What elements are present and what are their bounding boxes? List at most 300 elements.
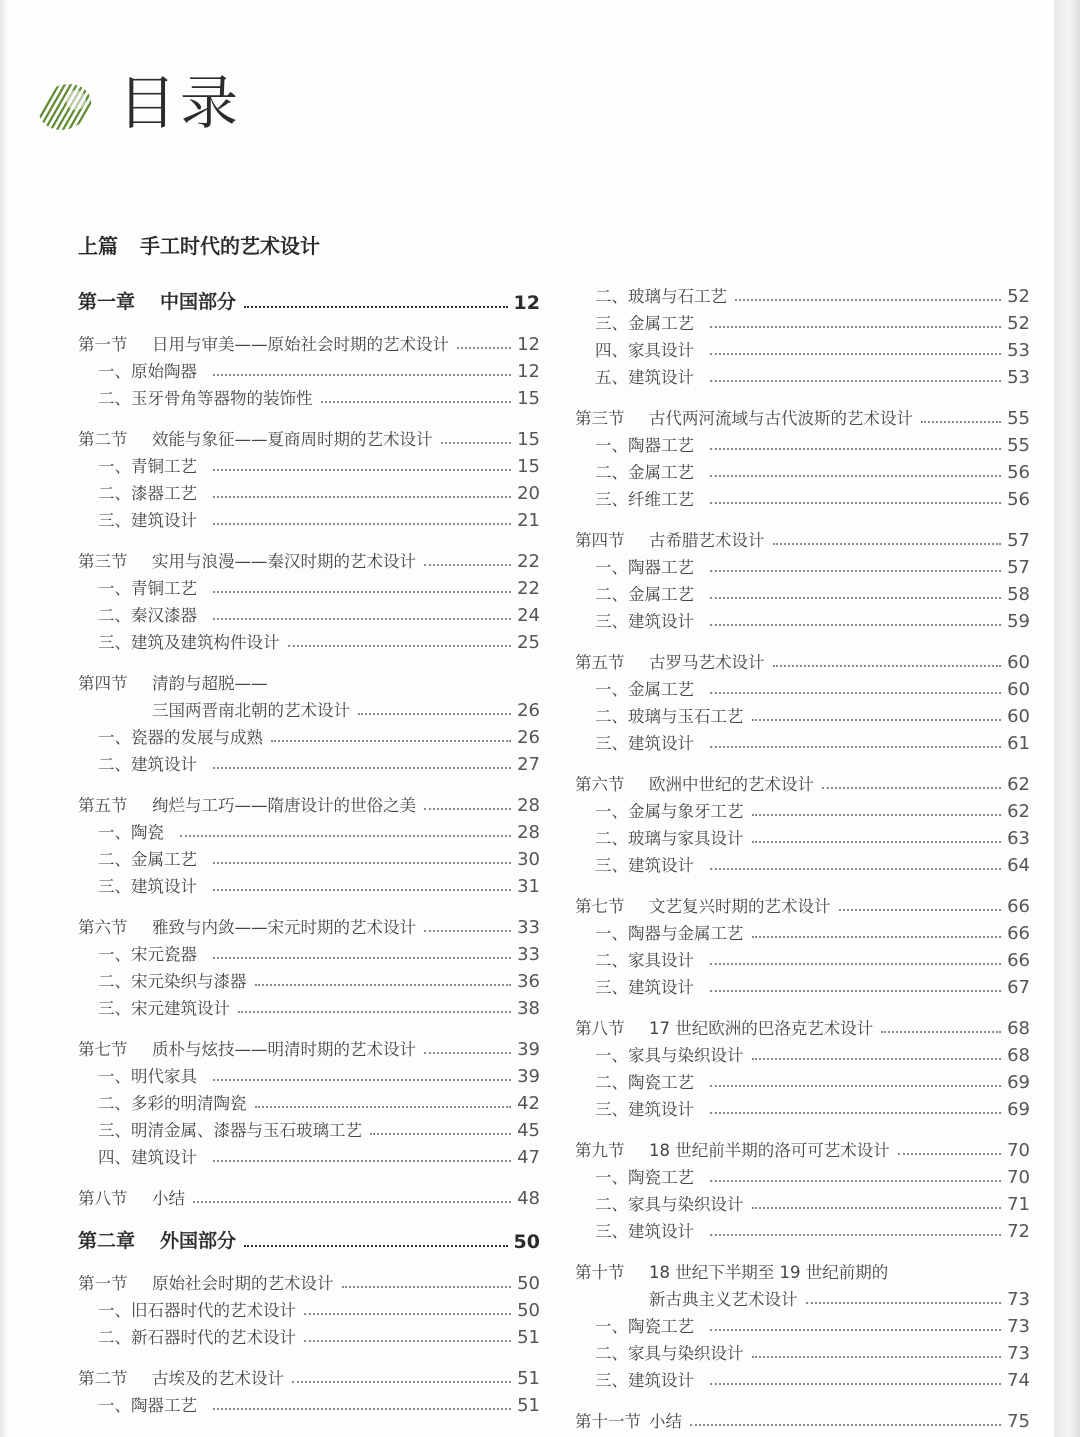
toc-entry-page: 15	[517, 429, 540, 450]
leader-dots	[304, 1313, 511, 1315]
toc-entry-label: 第五节	[575, 653, 625, 672]
toc-entry-title	[78, 941, 197, 965]
toc-entry-title	[575, 1286, 798, 1310]
leader-dots	[710, 1085, 1001, 1087]
toc-entry-page: 68	[1007, 1045, 1030, 1066]
toc-entry-title	[78, 575, 197, 599]
toc-entry-title	[78, 1144, 197, 1168]
toc-entry-title	[575, 1096, 694, 1120]
toc-entry-sub[interactable]	[575, 334, 1030, 361]
toc-entry-page: 67	[1007, 977, 1030, 998]
leader-dots	[213, 1408, 511, 1410]
leader-dots	[710, 692, 1001, 694]
leader-dots	[358, 713, 511, 715]
toc-entry-sub[interactable]	[575, 429, 1030, 456]
toc-entry-title	[78, 1185, 185, 1209]
leader-dots	[752, 719, 1002, 721]
toc-entry-sub[interactable]	[78, 843, 540, 870]
toc-entry-page: 50	[513, 1231, 540, 1253]
toc-entry-sub[interactable]	[575, 700, 1030, 727]
toc-entry-label: 第二节	[78, 1369, 128, 1388]
toc-entry-label: 第十节	[575, 1263, 625, 1282]
leader-dots	[288, 645, 512, 647]
toc-entry-page: 68	[1007, 1018, 1030, 1039]
toc-entry-sub[interactable]	[78, 477, 540, 504]
leader-dots	[921, 421, 1001, 423]
toc-entry-page: 59	[1007, 611, 1030, 632]
toc-entry-title	[78, 453, 197, 477]
toc-entry-section[interactable]	[78, 423, 540, 450]
leader-dots	[244, 1245, 508, 1247]
leader-dots	[735, 299, 1001, 301]
leader-dots	[424, 808, 511, 810]
toc-entry-page: 12	[513, 292, 540, 314]
toc-entry-sub[interactable]	[575, 307, 1030, 334]
toc-entry-sub[interactable]	[78, 1294, 540, 1321]
spacer	[575, 1242, 1030, 1256]
toc-entry-section[interactable]	[575, 1405, 1030, 1432]
leader-dots	[710, 1329, 1001, 1331]
toc-entry-section[interactable]	[78, 911, 540, 938]
spacer	[575, 1391, 1030, 1405]
toc-entry-text: 欧洲中世纪的艺术设计	[649, 775, 814, 794]
toc-entry-sub[interactable]	[575, 578, 1030, 605]
toc-entry-text: 二、多彩的明清陶瓷	[98, 1094, 247, 1113]
toc-entry-text: 二、家具设计	[595, 951, 694, 970]
toc-entry-title	[78, 1324, 296, 1348]
toc-entry-page: 60	[1007, 679, 1030, 700]
toc-entry-page: 47	[517, 1147, 540, 1168]
toc-entry-title	[78, 873, 197, 897]
toc-entry-sub[interactable]	[575, 1188, 1030, 1215]
leader-dots	[255, 1106, 512, 1108]
toc-entry-section[interactable]	[575, 1134, 1030, 1161]
toc-entry-sub[interactable]	[575, 795, 1030, 822]
toc-entry-section[interactable]	[575, 1256, 1030, 1283]
leader-dots	[321, 401, 512, 403]
toc-entry-sub[interactable]	[78, 599, 540, 626]
toc-entry-text: 一、青铜工艺	[98, 579, 197, 598]
page-edge	[1054, 0, 1080, 1437]
toc-entry-sub[interactable]	[78, 1141, 540, 1168]
toc-entry-text: 新古典主义艺术设计	[649, 1290, 798, 1309]
toc-entry-page: 53	[1007, 367, 1030, 388]
toc-entry-title	[78, 480, 197, 504]
toc-entry-section[interactable]	[78, 1267, 540, 1294]
toc-entry-text: 五、建筑设计	[595, 368, 694, 387]
toc-entry-label: 第四节	[575, 531, 625, 550]
toc-entry-page: 66	[1007, 896, 1030, 917]
toc-entry-sub[interactable]	[78, 1060, 540, 1087]
toc-entry-page: 26	[517, 700, 540, 721]
toc-entry-title	[575, 1313, 694, 1337]
toc-entry-page: 62	[1007, 801, 1030, 822]
toc-entry-text: 一、陶瓷工艺	[595, 1317, 694, 1336]
toc-entry-title	[78, 1036, 416, 1060]
toc-entry-text: 三、建筑设计	[98, 877, 197, 896]
toc-entry-sub[interactable]	[575, 727, 1030, 754]
toc-entry-sub[interactable]	[78, 1321, 540, 1348]
toc-entry-title	[575, 1191, 744, 1215]
toc-entry-title	[78, 1063, 197, 1087]
toc-entry-title	[575, 947, 694, 971]
toc-entry-title	[78, 358, 197, 382]
toc-entry-section[interactable]	[78, 1362, 540, 1389]
toc-entry-page: 52	[1007, 286, 1030, 307]
toc-entry-sub[interactable]	[78, 1087, 540, 1114]
toc-entry-text: 外国部分	[160, 1230, 237, 1252]
leader-dots	[773, 543, 1002, 545]
toc-entry-title	[575, 364, 694, 388]
leader-dots	[213, 469, 511, 471]
toc-entry-text: 古代两河流域与古代波斯的艺术设计	[649, 409, 913, 428]
toc-entry-title	[78, 1392, 197, 1416]
toc-entry-text: 绚烂与工巧——隋唐设计的世俗之美	[152, 796, 416, 815]
leader-dots	[710, 868, 1001, 870]
toc-entry-text: 17 世纪欧洲的巴洛克艺术设计	[649, 1019, 874, 1038]
toc-entry-page: 51	[517, 1327, 540, 1348]
leader-dots	[424, 930, 511, 932]
leader-dots	[710, 597, 1001, 599]
toc-entry-sub[interactable]	[575, 361, 1030, 388]
toc-entry-page: 33	[517, 917, 540, 938]
spacer	[575, 998, 1030, 1012]
toc-entry-title	[78, 1117, 362, 1141]
leader-dots	[213, 496, 511, 498]
toc-entry-text: 中国部分	[160, 291, 237, 313]
leader-dots	[710, 990, 1001, 992]
toc-entry-label: 第七节	[78, 1040, 128, 1059]
toc-entry-page: 63	[1007, 828, 1030, 849]
toc-entry-sub[interactable]	[575, 1215, 1030, 1242]
toc-entry-sub[interactable]	[575, 605, 1030, 632]
toc-entry-sub[interactable]	[575, 944, 1030, 971]
toc-entry-sub[interactable]	[575, 1066, 1030, 1093]
toc-entry-sub[interactable]	[575, 456, 1030, 483]
toc-entry-label: 第三节	[78, 552, 128, 571]
toc-entry-page: 45	[517, 1120, 540, 1141]
leader-dots	[752, 1058, 1002, 1060]
toc-entry-section[interactable]	[78, 328, 540, 355]
spacer	[575, 388, 1030, 402]
leader-dots	[441, 442, 512, 444]
toc-entry-text: 文艺复兴时期的艺术设计	[649, 897, 831, 916]
toc-entry-page: 28	[517, 795, 540, 816]
leader-dots	[898, 1153, 1001, 1155]
toc-entry-page: 70	[1007, 1167, 1030, 1188]
toc-entry-sub[interactable]	[575, 1039, 1030, 1066]
toc-entry-title	[78, 548, 416, 572]
leader-dots	[881, 1031, 1001, 1033]
toc-entry-title	[78, 385, 313, 409]
toc-entry-text: 二、家具与染织设计	[595, 1344, 744, 1363]
toc-entry-section[interactable]	[575, 768, 1030, 795]
toc-entry-title	[575, 920, 744, 944]
toc-entry-title	[78, 1226, 236, 1253]
toc-entry-title	[575, 798, 744, 822]
leader-dots	[180, 835, 511, 837]
toc-entry-title	[575, 432, 694, 456]
toc-entry-text: 二、玻璃与玉石工艺	[595, 707, 744, 726]
toc-entry-text: 二、宋元染织与漆器	[98, 972, 247, 991]
toc-entry-page: 12	[517, 361, 540, 382]
toc-entry-text: 二、玻璃与石工艺	[595, 287, 727, 306]
toc-entry-sub[interactable]	[575, 849, 1030, 876]
toc-entry-sub[interactable]	[78, 504, 540, 531]
toc-entry-title	[78, 1365, 284, 1389]
toc-entry-chapter[interactable]	[78, 1223, 540, 1253]
toc-entry-title	[78, 914, 416, 938]
toc-entry-text: 一、金属与象牙工艺	[595, 802, 744, 821]
toc-entry-text: 三、建筑设计	[595, 856, 694, 875]
toc-entry-section[interactable]	[78, 789, 540, 816]
toc-left-column	[78, 284, 540, 1416]
toc-entry-page: 15	[517, 388, 540, 409]
toc-entry-title	[78, 751, 197, 775]
toc-entry-label: 第十一节	[575, 1412, 641, 1431]
striped-leaf-logo-icon	[36, 82, 94, 132]
leader-dots	[342, 1286, 512, 1288]
toc-entry-title	[575, 1340, 744, 1364]
toc-entry-sub[interactable]	[78, 965, 540, 992]
toc-entry-text: 三、建筑设计	[595, 612, 694, 631]
leader-dots	[710, 1180, 1001, 1182]
toc-entry-section[interactable]	[575, 1012, 1030, 1039]
toc-entry-page: 42	[517, 1093, 540, 1114]
toc-entry-title	[78, 697, 350, 721]
toc-entry-sub[interactable]	[78, 870, 540, 897]
toc-entry-section[interactable]	[78, 667, 540, 694]
toc-entry-page: 69	[1007, 1099, 1030, 1120]
leader-dots	[710, 570, 1001, 572]
toc-entry-page: 48	[517, 1188, 540, 1209]
toc-entry-page: 28	[517, 822, 540, 843]
toc-entry-sub[interactable]	[78, 748, 540, 775]
toc-entry-text: 古希腊艺术设计	[649, 531, 765, 550]
leader-dots	[752, 936, 1002, 938]
toc-entry-sub[interactable]	[78, 572, 540, 599]
toc-entry-sub[interactable]	[575, 1310, 1030, 1337]
leader-dots	[710, 746, 1001, 748]
toc-entry-text: 二、新石器时代的艺术设计	[98, 1328, 296, 1347]
leader-dots	[213, 889, 511, 891]
toc-entry-page: 66	[1007, 923, 1030, 944]
leader-dots	[370, 1133, 511, 1135]
toc-entry-text: 一、原始陶器	[98, 362, 197, 381]
toc-entry-page: 55	[1007, 408, 1030, 429]
toc-entry-text: 三、建筑设计	[595, 1222, 694, 1241]
toc-entry-text: 四、家具设计	[595, 341, 694, 360]
leader-dots	[752, 814, 1002, 816]
toc-entry-title	[575, 1164, 694, 1188]
part-heading	[78, 230, 320, 259]
toc-entry-title	[575, 730, 694, 754]
toc-entry-page: 75	[1007, 1411, 1030, 1432]
toc-entry-label: 第三节	[575, 409, 625, 428]
toc-entry-page: 70	[1007, 1140, 1030, 1161]
toc-entry-text: 三、建筑及建筑构件设计	[98, 633, 280, 652]
leader-dots	[773, 665, 1002, 667]
leader-dots	[710, 963, 1001, 965]
toc-entry-page: 53	[1007, 340, 1030, 361]
toc-entry-sub[interactable]	[575, 822, 1030, 849]
toc-entry-title	[575, 581, 694, 605]
toc-entry-chapter[interactable]	[78, 284, 540, 314]
spacer	[78, 1348, 540, 1362]
toc-entry-text: 一、瓷器的发展与成熟	[98, 728, 263, 747]
toc-entry-section[interactable]	[575, 890, 1030, 917]
toc-entry-sub[interactable]	[575, 917, 1030, 944]
toc-entry-sub[interactable]	[78, 938, 540, 965]
toc-entry-sub[interactable]	[78, 382, 540, 409]
toc-entry-sub[interactable]	[575, 1093, 1030, 1120]
toc-entry-sub[interactable]	[575, 483, 1030, 510]
toc-entry-page: 27	[517, 754, 540, 775]
toc-entry-text: 古埃及的艺术设计	[152, 1369, 284, 1388]
toc-entry-cont[interactable]	[78, 694, 540, 721]
toc-entry-page: 57	[1007, 557, 1030, 578]
toc-entry-text: 三、建筑设计	[595, 1371, 694, 1390]
toc-entry-page: 33	[517, 944, 540, 965]
toc-entry-page: 15	[517, 456, 540, 477]
toc-entry-section[interactable]	[575, 402, 1030, 429]
toc-entry-title	[575, 1069, 694, 1093]
toc-entry-title	[78, 846, 197, 870]
toc-entry-title	[575, 1367, 694, 1391]
toc-entry-page: 69	[1007, 1072, 1030, 1093]
toc-entry-title	[575, 771, 814, 795]
toc-entry-sub[interactable]	[78, 1389, 540, 1416]
toc-entry-label: 第六节	[575, 775, 625, 794]
toc-entry-sub[interactable]	[78, 992, 540, 1019]
toc-entry-title	[575, 676, 694, 700]
spacer	[78, 1019, 540, 1033]
toc-entry-text: 一、陶器与金属工艺	[595, 924, 744, 943]
toc-entry-section[interactable]	[78, 1033, 540, 1060]
toc-entry-text: 三、建筑设计	[595, 1100, 694, 1119]
leader-dots	[710, 475, 1001, 477]
toc-entry-text: 一、家具与染织设计	[595, 1046, 744, 1065]
toc-entry-page: 73	[1007, 1316, 1030, 1337]
toc-entry-text: 二、陶瓷工艺	[595, 1073, 694, 1092]
toc-entry-page: 58	[1007, 584, 1030, 605]
leader-dots	[244, 306, 508, 308]
toc-entry-page: 73	[1007, 1289, 1030, 1310]
toc-entry-text: 三、明清金属、漆器与玉石玻璃工艺	[98, 1121, 362, 1140]
toc-entry-sub[interactable]	[78, 355, 540, 382]
toc-entry-sub[interactable]	[575, 280, 1030, 307]
toc-entry-title	[78, 968, 247, 992]
toc-entry-section[interactable]	[575, 524, 1030, 551]
toc-entry-page: 50	[517, 1300, 540, 1321]
toc-entry-title	[78, 995, 230, 1019]
toc-entry-sub[interactable]	[575, 971, 1030, 998]
leader-dots	[710, 353, 1001, 355]
toc-entry-sub[interactable]	[78, 1114, 540, 1141]
leader-dots	[822, 787, 1001, 789]
toc-entry-title	[575, 649, 765, 673]
toc-entry-text: 小结	[152, 1189, 185, 1208]
toc-entry-text: 二、漆器工艺	[98, 484, 197, 503]
toc-entry-sub[interactable]	[78, 816, 540, 843]
leader-dots	[752, 841, 1002, 843]
toc-entry-text: 二、金属工艺	[98, 850, 197, 869]
leader-dots	[213, 1079, 511, 1081]
toc-entry-text: 一、陶器工艺	[595, 558, 694, 577]
toc-entry-title	[575, 337, 694, 361]
toc-entry-title	[575, 283, 727, 307]
toc-entry-page: 22	[517, 551, 540, 572]
toc-entry-cont[interactable]	[575, 1283, 1030, 1310]
leader-dots	[710, 624, 1001, 626]
toc-entry-title	[78, 1297, 296, 1321]
toc-entry-page: 24	[517, 605, 540, 626]
toc-entry-text: 一、陶瓷工艺	[595, 1168, 694, 1187]
toc-entry-page: 30	[517, 849, 540, 870]
toc-entry-sub[interactable]	[575, 673, 1030, 700]
spacer	[78, 897, 540, 911]
toc-entry-title	[575, 1218, 694, 1242]
toc-entry-page: 38	[517, 998, 540, 1019]
toc-entry-title	[78, 629, 280, 653]
toc-entry-title	[575, 608, 694, 632]
toc-entry-title	[575, 554, 694, 578]
spacer	[575, 876, 1030, 890]
toc-entry-page: 73	[1007, 1343, 1030, 1364]
spacer	[78, 1168, 540, 1182]
spacer	[575, 754, 1030, 768]
toc-entry-sub[interactable]	[78, 450, 540, 477]
toc-entry-title	[575, 1042, 744, 1066]
toc-entry-text: 三国两晋南北朝的艺术设计	[152, 701, 350, 720]
toc-entry-page: 25	[517, 632, 540, 653]
leader-dots	[193, 1201, 511, 1203]
part-title: 手工时代的艺术设计	[140, 234, 320, 258]
leader-dots	[752, 1356, 1002, 1358]
toc-right-column	[575, 280, 1030, 1432]
toc-entry-text: 二、秦汉漆器	[98, 606, 197, 625]
toc-entry-page: 31	[517, 876, 540, 897]
leader-dots	[690, 1424, 1001, 1426]
toc-entry-page: 66	[1007, 950, 1030, 971]
toc-entry-sub[interactable]	[575, 1337, 1030, 1364]
toc-entry-text: 一、旧石器时代的艺术设计	[98, 1301, 296, 1320]
toc-entry-text: 二、玻璃与家具设计	[595, 829, 744, 848]
toc-entry-label: 第六节	[78, 918, 128, 937]
toc-entry-page: 39	[517, 1066, 540, 1087]
toc-entry-sub[interactable]	[575, 1364, 1030, 1391]
leader-dots	[710, 1383, 1001, 1385]
spacer	[78, 314, 540, 328]
toc-entry-sub[interactable]	[78, 626, 540, 653]
toc-entry-text: 清韵与超脱——	[152, 674, 268, 693]
toc-entry-sub[interactable]	[575, 1161, 1030, 1188]
toc-entry-section[interactable]	[78, 545, 540, 572]
toc-entry-page: 26	[517, 727, 540, 748]
toc-entry-page: 51	[517, 1368, 540, 1389]
toc-entry-label: 第一章	[78, 291, 136, 313]
toc-entry-section[interactable]	[575, 646, 1030, 673]
toc-entry-text: 二、家具与染织设计	[595, 1195, 744, 1214]
toc-entry-section[interactable]	[78, 1182, 540, 1209]
page-shadow-left	[0, 0, 8, 1437]
leader-dots	[213, 523, 511, 525]
toc-entry-sub[interactable]	[78, 721, 540, 748]
toc-entry-sub[interactable]	[575, 551, 1030, 578]
leader-dots	[710, 380, 1001, 382]
toc-entry-page: 52	[1007, 313, 1030, 334]
spacer	[78, 409, 540, 423]
